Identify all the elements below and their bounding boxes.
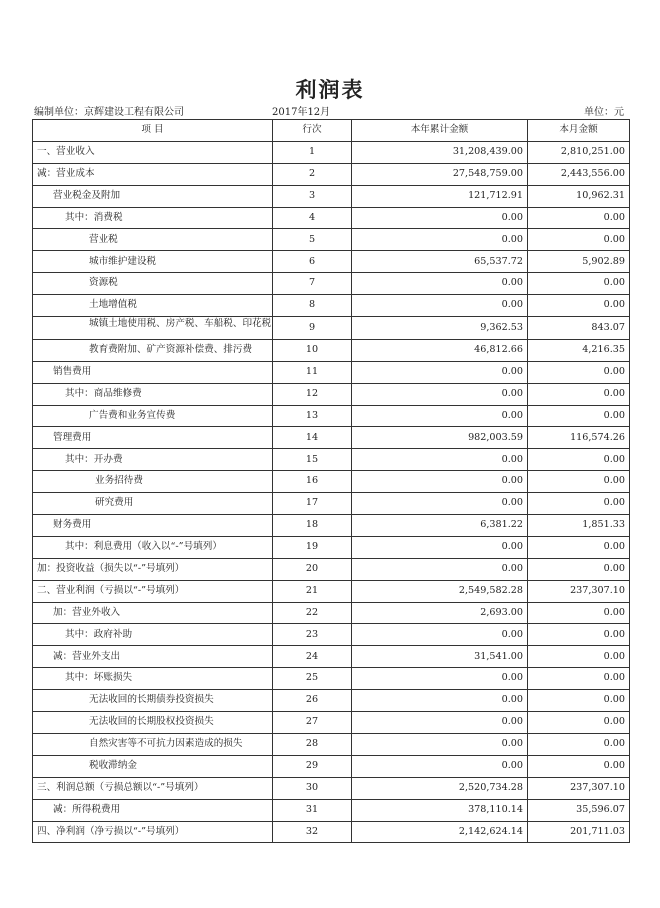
row-month-amount: 5,902.89 (528, 251, 630, 273)
row-item-label: 其中：政府补助 (33, 624, 273, 646)
row-ytd-amount: 0.00 (352, 295, 528, 317)
row-ytd-amount: 0.00 (352, 755, 528, 777)
row-item-label: 营业税金及附加 (33, 185, 273, 207)
row-month-amount: 0.00 (528, 405, 630, 427)
row-month-amount: 10,962.31 (528, 185, 630, 207)
preparer-unit: 编制单位：京辉建设工程有限公司 (34, 107, 184, 118)
report-period: 2017年12月 (272, 107, 331, 118)
row-item-label: 业务招待费 (33, 471, 273, 493)
row-item-label: 减：营业成本 (33, 163, 273, 185)
table-row (33, 733, 630, 755)
row-ytd-amount: 0.00 (352, 207, 528, 229)
row-seq: 11 (273, 361, 352, 383)
row-month-amount: 0.00 (528, 207, 630, 229)
row-ytd-amount: 2,142,624.14 (352, 821, 528, 843)
row-seq: 25 (273, 668, 352, 690)
table-row (33, 580, 630, 602)
table-row (33, 536, 630, 558)
row-seq: 31 (273, 799, 352, 821)
row-ytd-amount: 0.00 (352, 733, 528, 755)
row-ytd-amount: 0.00 (352, 668, 528, 690)
row-seq: 5 (273, 229, 352, 251)
row-item-label: 加：营业外收入 (33, 602, 273, 624)
row-ytd-amount: 0.00 (352, 471, 528, 493)
row-seq: 21 (273, 580, 352, 602)
row-seq: 12 (273, 383, 352, 405)
row-seq: 15 (273, 449, 352, 471)
row-ytd-amount: 31,208,439.00 (352, 141, 528, 163)
row-seq: 8 (273, 295, 352, 317)
currency-unit: 单位：元 (584, 107, 624, 118)
table-row (33, 799, 630, 821)
row-month-amount: 0.00 (528, 493, 630, 515)
table-row (33, 449, 630, 471)
table-row (33, 558, 630, 580)
row-month-amount: 237,307.10 (528, 580, 630, 602)
row-month-amount: 0.00 (528, 624, 630, 646)
column-header-ytd: 本年累计金额 (352, 120, 528, 142)
page-title: 利润表 (295, 77, 365, 102)
row-seq: 10 (273, 339, 352, 361)
row-seq: 23 (273, 624, 352, 646)
row-ytd-amount: 65,537.72 (352, 251, 528, 273)
row-item-label: 减：所得税费用 (33, 799, 273, 821)
row-item-label: 其中：利息费用（收入以“-”号填列） (33, 536, 273, 558)
row-ytd-amount: 0.00 (352, 493, 528, 515)
row-month-amount: 201,711.03 (528, 821, 630, 843)
table-row (33, 690, 630, 712)
row-ytd-amount: 0.00 (352, 229, 528, 251)
row-seq: 24 (273, 646, 352, 668)
table-header-row (33, 120, 630, 142)
row-month-amount: 4,216.35 (528, 339, 630, 361)
row-ytd-amount: 9,362.53 (352, 317, 528, 340)
table-row (33, 141, 630, 163)
row-month-amount: 0.00 (528, 712, 630, 734)
row-item-label: 广告费和业务宣传费 (33, 405, 273, 427)
row-item-label: 土地增值税 (33, 295, 273, 317)
row-item-label: 四、净利润（净亏损以“-”号填列） (33, 821, 273, 843)
table-row (33, 405, 630, 427)
table-row (33, 646, 630, 668)
row-seq: 6 (273, 251, 352, 273)
row-ytd-amount: 0.00 (352, 536, 528, 558)
row-ytd-amount: 0.00 (352, 273, 528, 295)
table-row (33, 251, 630, 273)
row-item-label: 城镇土地使用税、房产税、车船税、印花税 (33, 317, 273, 340)
row-item-label: 一、营业收入 (33, 141, 273, 163)
row-seq: 19 (273, 536, 352, 558)
row-month-amount: 0.00 (528, 755, 630, 777)
row-ytd-amount: 0.00 (352, 690, 528, 712)
row-seq: 1 (273, 141, 352, 163)
table-row (33, 515, 630, 537)
row-item-label: 其中：开办费 (33, 449, 273, 471)
row-seq: 27 (273, 712, 352, 734)
table-row (33, 207, 630, 229)
row-item-label: 无法收回的长期股权投资损失 (33, 712, 273, 734)
row-seq: 22 (273, 602, 352, 624)
row-seq: 14 (273, 427, 352, 449)
table-row (33, 427, 630, 449)
row-month-amount: 0.00 (528, 229, 630, 251)
row-month-amount: 0.00 (528, 668, 630, 690)
row-month-amount: 843.07 (528, 317, 630, 340)
column-header-seq: 行次 (273, 120, 352, 142)
row-month-amount: 0.00 (528, 558, 630, 580)
row-month-amount: 2,443,556.00 (528, 163, 630, 185)
table-row (33, 383, 630, 405)
table-row (33, 821, 630, 843)
row-ytd-amount: 0.00 (352, 449, 528, 471)
row-item-label: 其中：坏账损失 (33, 668, 273, 690)
table-row (33, 185, 630, 207)
row-month-amount: 0.00 (528, 536, 630, 558)
row-item-label: 减：营业外支出 (33, 646, 273, 668)
row-ytd-amount: 982,003.59 (352, 427, 528, 449)
row-ytd-amount: 46,812.66 (352, 339, 528, 361)
row-seq: 4 (273, 207, 352, 229)
row-month-amount: 0.00 (528, 449, 630, 471)
income-statement-table (32, 119, 630, 843)
row-month-amount: 116,574.26 (528, 427, 630, 449)
row-ytd-amount: 0.00 (352, 712, 528, 734)
table-row (33, 712, 630, 734)
table-row (33, 602, 630, 624)
row-item-label: 其中：消费税 (33, 207, 273, 229)
row-month-amount: 0.00 (528, 602, 630, 624)
row-seq: 28 (273, 733, 352, 755)
table-row (33, 493, 630, 515)
table-row (33, 163, 630, 185)
row-ytd-amount: 0.00 (352, 624, 528, 646)
table-row (33, 668, 630, 690)
row-seq: 3 (273, 185, 352, 207)
row-month-amount: 35,596.07 (528, 799, 630, 821)
table-row (33, 273, 630, 295)
table-row (33, 624, 630, 646)
row-month-amount: 0.00 (528, 361, 630, 383)
row-item-label: 管理费用 (33, 427, 273, 449)
column-header-month: 本月金额 (528, 120, 630, 142)
row-seq: 18 (273, 515, 352, 537)
row-month-amount: 0.00 (528, 273, 630, 295)
row-ytd-amount: 2,549,582.28 (352, 580, 528, 602)
row-ytd-amount: 0.00 (352, 361, 528, 383)
row-item-label: 税收滞纳金 (33, 755, 273, 777)
row-seq: 32 (273, 821, 352, 843)
row-month-amount: 0.00 (528, 383, 630, 405)
row-ytd-amount: 0.00 (352, 405, 528, 427)
row-ytd-amount: 6,381.22 (352, 515, 528, 537)
row-item-label: 加：投资收益（损失以“-”号填列） (33, 558, 273, 580)
row-seq: 2 (273, 163, 352, 185)
row-seq: 9 (273, 317, 352, 340)
row-ytd-amount: 0.00 (352, 383, 528, 405)
row-ytd-amount: 27,548,759.00 (352, 163, 528, 185)
row-month-amount: 2,810,251.00 (528, 141, 630, 163)
table-row (33, 339, 630, 361)
row-item-label: 资源税 (33, 273, 273, 295)
row-month-amount: 0.00 (528, 295, 630, 317)
row-month-amount: 0.00 (528, 471, 630, 493)
row-ytd-amount: 121,712.91 (352, 185, 528, 207)
row-item-label: 城市维护建设税 (33, 251, 273, 273)
row-seq: 20 (273, 558, 352, 580)
row-month-amount: 0.00 (528, 690, 630, 712)
row-item-label: 营业税 (33, 229, 273, 251)
row-item-label: 销售费用 (33, 361, 273, 383)
row-month-amount: 0.00 (528, 646, 630, 668)
row-ytd-amount: 0.00 (352, 558, 528, 580)
column-header-item: 项 目 (33, 120, 273, 142)
row-item-label: 教育费附加、矿产资源补偿费、排污费 (33, 339, 273, 361)
row-month-amount: 0.00 (528, 733, 630, 755)
row-ytd-amount: 378,110.14 (352, 799, 528, 821)
table-row (33, 777, 630, 799)
row-item-label: 自然灾害等不可抗力因素造成的损失 (33, 733, 273, 755)
row-seq: 30 (273, 777, 352, 799)
table-row (33, 755, 630, 777)
row-seq: 13 (273, 405, 352, 427)
table-row (33, 295, 630, 317)
row-seq: 7 (273, 273, 352, 295)
row-item-label: 研究费用 (33, 493, 273, 515)
row-item-label: 无法收回的长期债券投资损失 (33, 690, 273, 712)
row-month-amount: 1,851.33 (528, 515, 630, 537)
table-row (33, 317, 630, 340)
row-month-amount: 237,307.10 (528, 777, 630, 799)
row-ytd-amount: 2,520,734.28 (352, 777, 528, 799)
row-seq: 29 (273, 755, 352, 777)
row-item-label: 三、利润总额（亏损总额以“-”号填列） (33, 777, 273, 799)
row-seq: 17 (273, 493, 352, 515)
row-seq: 16 (273, 471, 352, 493)
row-ytd-amount: 2,693.00 (352, 602, 528, 624)
row-ytd-amount: 31,541.00 (352, 646, 528, 668)
row-item-label: 其中：商品维修费 (33, 383, 273, 405)
row-seq: 26 (273, 690, 352, 712)
table-row (33, 471, 630, 493)
table-row (33, 361, 630, 383)
table-row (33, 229, 630, 251)
row-item-label: 二、营业利润（亏损以“-”号填列） (33, 580, 273, 602)
row-item-label: 财务费用 (33, 515, 273, 537)
